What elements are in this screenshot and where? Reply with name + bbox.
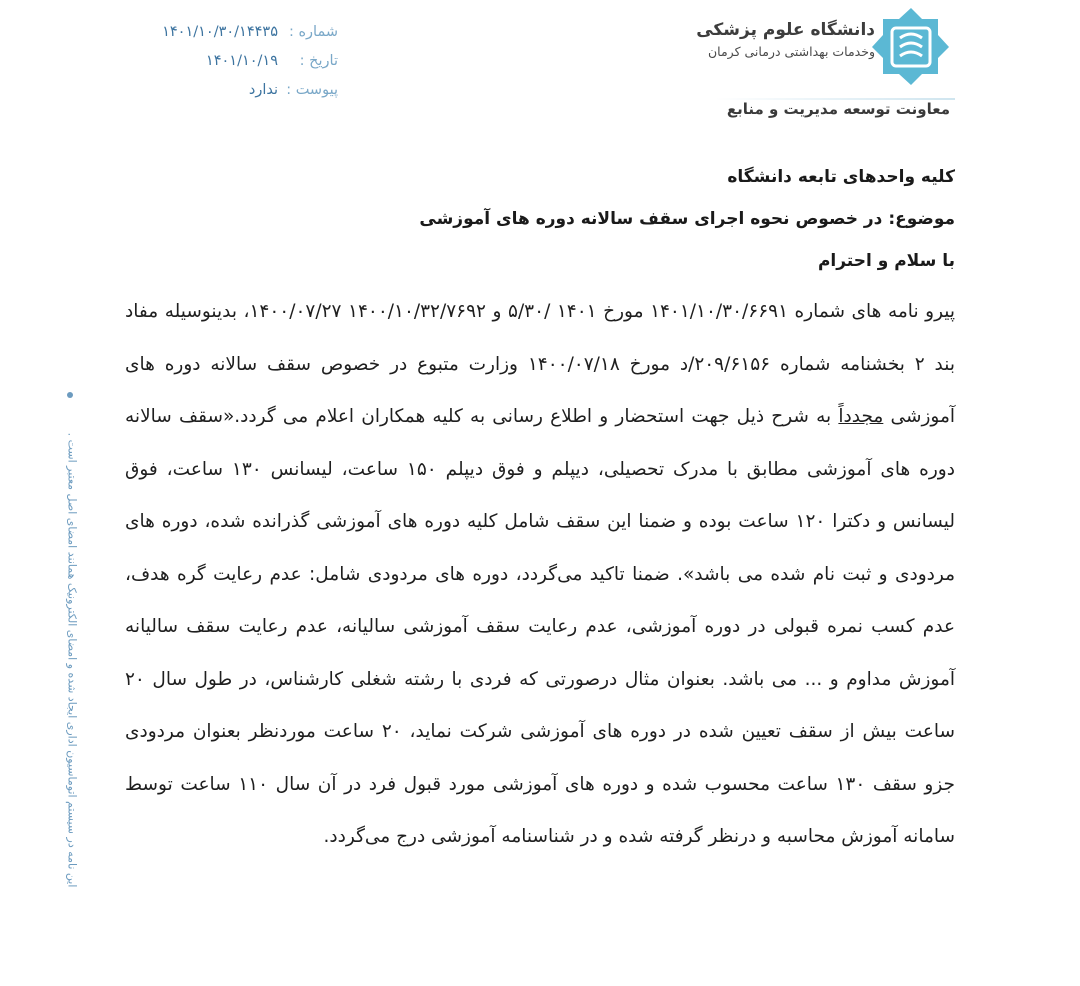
university-name <box>575 20 875 59</box>
side-note-text: این نامه در سیستم اتوماسیون اداری ایجاد شده و امضای الکترونیک همانند امضای اصل معتبر است . <box>65 432 79 888</box>
letter-greeting: با سلام و احترام <box>817 251 955 271</box>
meta-number-value: ۱۴۰۱/۱۰/۳۰/۱۴۴۳۵ <box>162 24 278 40</box>
meta-date-label: تاریخ : <box>299 53 338 69</box>
letter-body-part1: پیرو نامه های شماره ۱۴۰۱/۱۰/۳۰/۶۶۹۱ مورخ ۱۴۰۱ /۵/۳۰ و ۱۴۰۰/۱۰/۳۲/۷۶۹۲ ۱۴۰۰/۰۷/۲۷، بدینوسیله مفاد بند ۲ بخشنامه شماره ۲۰۹/۶۱۵۶/د مورخ ۱۴۰۰/۰۷/۱۸ وزارت متبوع در خصوص سقف سالانه دوره های آموزشی <box>125 301 956 427</box>
letter-body <box>125 286 955 864</box>
letter-addressee: کلیه واحدهای تابعه دانشگاه <box>727 167 955 187</box>
meta-attachment-row <box>148 76 338 105</box>
meta-date-row <box>148 47 338 76</box>
letter-meta <box>148 18 338 105</box>
letter-content <box>125 166 955 864</box>
meta-number-row <box>148 18 338 47</box>
university-name-line2: وخدمات بهداشتی درمانی کرمان <box>708 44 875 59</box>
letter-subject: موضوع: در خصوص نحوه اجرای سقف سالانه دوره های آموزشی <box>419 209 955 229</box>
department-name: معاونت توسعه مدیریت و منابع <box>726 100 950 118</box>
meta-attachment-value: ندارد <box>248 82 278 98</box>
side-note <box>60 390 84 930</box>
university-logo-icon <box>870 6 952 88</box>
meta-attachment-label: پیوست : <box>286 82 338 98</box>
letter-body-underlined: مجدداً <box>838 406 884 427</box>
letter-body-part2: به شرح ذیل جهت استحضار و اطلاع رسانی به کلیه همکاران اعلام می گردد.«سقف سالانه دوره های آموزشی مطابق با مدرک تحصیلی، دیپلم و فوق دیپلم ۱۵۰ ساعت، لیسانس ۱۳۰ ساعت، فوق لیسانس و دکترا ۱۲۰ ساعت بوده و ضمنا این سقف شامل کلیه دوره های آموزشی گذرانده شده، دوره های مردودی و ثبت نام شده می باشد». ضمنا تاکید می‌گردد، دوره های مردودی شامل: عدم رعایت گره هدف، عدم کسب نمره قبولی در دوره آموزشی، عدم رعایت سقف آموزشی سالیانه، عدم رعایت سقف سالیانه آموزش مداوم و ... می باشد. بعنوان مثال درصورتی که فردی با رشته شغلی کارشناس، در طول سال ۲۰ ساعت بیش از سقف تعیین شده در دوره های آموزشی شرکت نماید، ۲۰ ساعت مورد‌نظر بعنوان مردودی جزو سقف ۱۳۰ ساعت محسوب شده و دوره های آموزشی مورد قبول فرد در آن سال ۱۱۰ ساعت توسط سامانه آموزش محاسبه و درنظر گرفته شده و در شناسنامه آموزشی درج می‌گردد. <box>125 406 955 847</box>
meta-number-label: شماره : <box>288 24 338 40</box>
meta-date-value: ۱۴۰۱/۱۰/۱۹ <box>205 53 278 69</box>
university-name-line1: دانشگاه علوم پزشکی <box>696 20 875 40</box>
